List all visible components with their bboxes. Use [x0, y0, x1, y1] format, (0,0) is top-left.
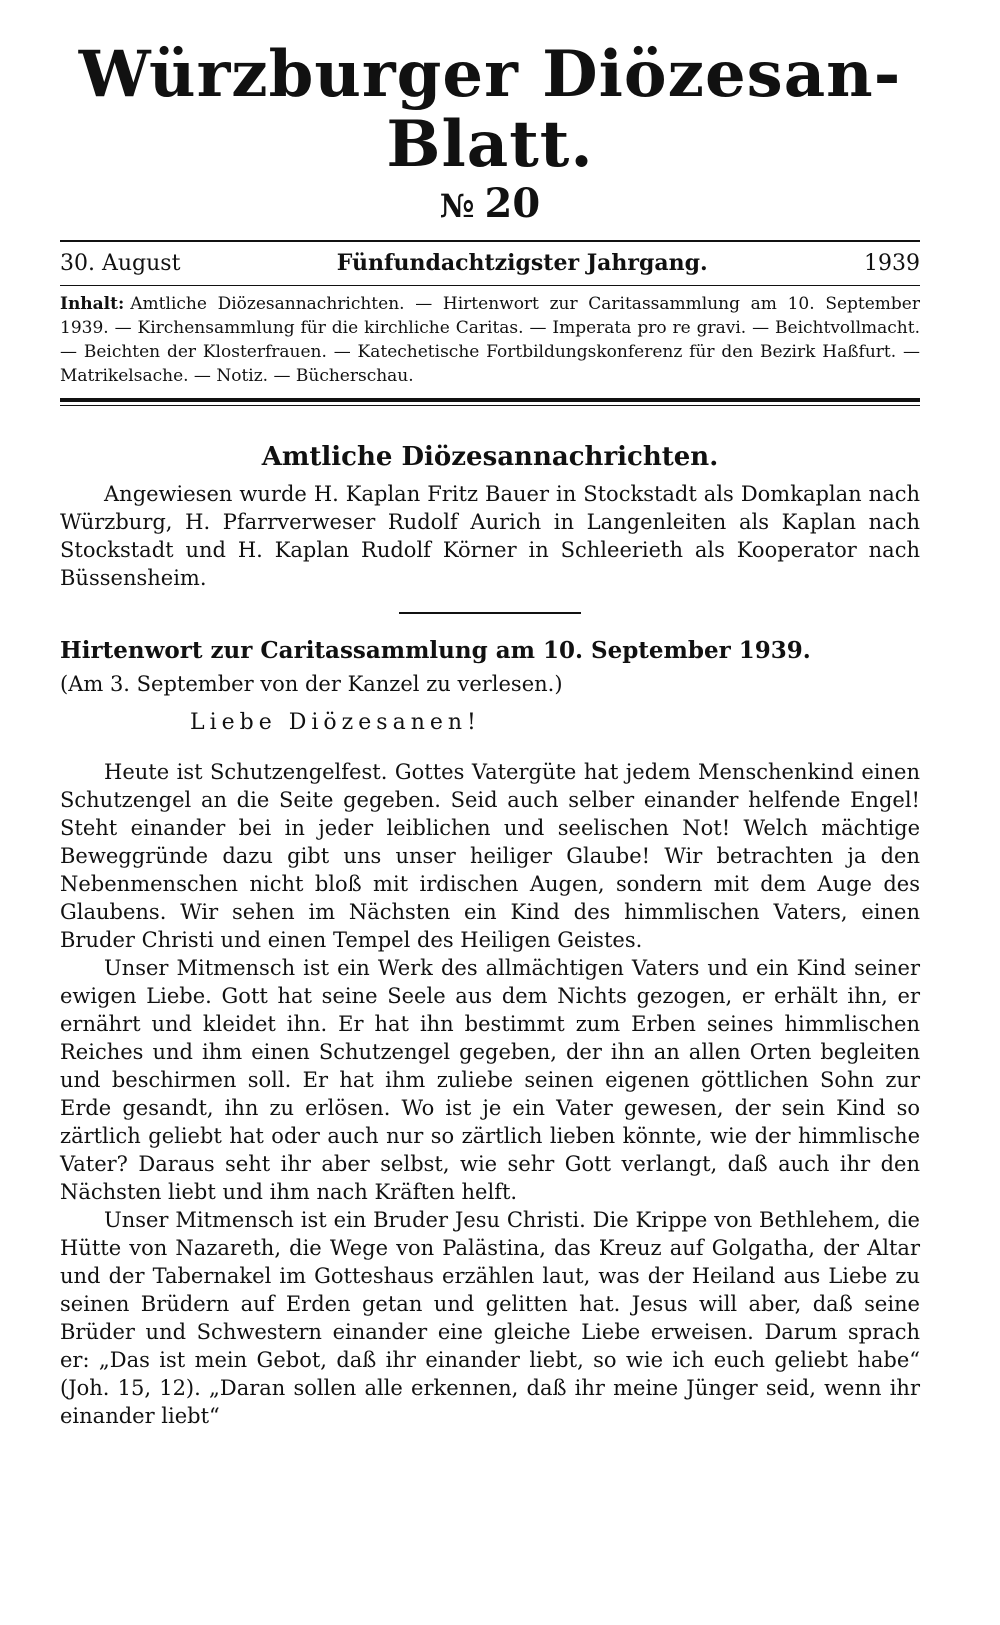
issue-symbol: № [439, 187, 475, 225]
table-of-contents [60, 286, 920, 396]
body-paragraph: Unser Mitmensch ist ein Werk des allmächtigen Vaters und ein Kind seiner ewigen Liebe. Gott hat seine Seele aus dem Nichts gezogen, er erhält ihn, er ernährt und kleidet ihn. Er hat ihn bestimmt zum Erben seines himmlischen Reiches und ihm einen Schutzengel gegeben, der ihn an allen Orten begleiten und beschirmen soll. Er hat ihm zuliebe seinen eigenen göttlichen Sohn zur Erde gesandt, ihn zu erlösen. Wo ist je ein Vater gewesen, der sein Kind so zärtlich geliebt hat oder auch nur so zärtlich lieben könnte, wie der himmlische Vater? Daraus seht ihr aber selbst, wie sehr Gott verlangt, daß auch ihr den Nächsten liebt und ihm nach Kräften helft. [60, 956, 920, 1204]
body-paragraph: Heute ist Schutzengelfest. Gottes Vatergüte hat jedem Menschenkind einen Schutzengel an die Seite gegeben. Seid auch selber einander helfende Engel! Steht einander bei in jeder leiblichen und seelischen Not! Welch mächtige Beweggründe dazu gibt uns unser heiliger Glaube! Wir betrachten ja den Nebenmenschen nicht bloß mit irdischen Augen, sondern mit dem Auge des Glaubens. Wir sehen im Nächsten ein Kind des himmlischen Vaters, einen Bruder Christi und einen Tempel des Heiligen Geistes. [60, 760, 920, 952]
body-paragraph: Unser Mitmensch ist ein Bruder Jesu Christi. Die Krippe von Bethlehem, die Hütte von Nazareth, die Wege von Palästina, das Kreuz auf Golgatha, der Altar und der Tabernakel im Gotteshaus erzählen laut, was der Heiland aus Liebe zu seinen Brüdern auf Erden getan und gelitten hat. Jesus will aber, daß seine Brüder und Schwestern einander eine gleiche Liebe erweisen. Darum sprach er: „Das ist mein Gebot, daß ihr einander liebt, so wie ich euch geliebt habe“ (Joh. 15, 12). „Daran sollen alle erkennen, daß ihr meine Jünger seid, wenn ihr einander liebt“ [60, 1208, 920, 1428]
section-divider [399, 612, 581, 614]
issue-number-line [60, 182, 920, 228]
issue-date: 30. August [60, 251, 181, 276]
pastoral-letter-body [60, 758, 920, 1430]
rule-thick [60, 398, 920, 402]
dateline [60, 240, 920, 279]
section-title-official-news: Amtliche Diözesannachrichten. [261, 442, 719, 472]
contents-text: Amtliche Diözesannachrichten. — Hirtenwort zur Caritassammlung am 10. September 1939. — Kirchensammlung für die kirchliche Caritas. — Imperata pro re gravi. — Beichtvollmacht. — Beichten der Klosterfrauen. — Katechetische Fortbildungskonferenz für den Bezirk Haßfurt. — Matrikelsache. — Notiz. — Bücherschau. [60, 294, 920, 386]
salutation: Liebe Diözesanen! [190, 710, 481, 735]
pastoral-letter-note: (Am 3. September von der Kanzel zu verlesen.) [60, 672, 563, 696]
rule-thin [60, 405, 920, 406]
volume-title: Fünfundachtzigster Jahrgang. [336, 250, 708, 276]
masthead-title: Würzburger Diözesan-Blatt. [78, 37, 902, 182]
issue-number: 20 [484, 180, 541, 227]
official-news-paragraph: Angewiesen wurde H. Kaplan Fritz Bauer in Stockstadt als Domkaplan nach Würzburg, H. Pfarrverweser Rudolf Aurich in Langenleiten als Kaplan nach Stockstadt und H. Kaplan Rudolf Körner in Schleerieth als Kooperator nach Büssensheim. [60, 482, 920, 590]
contents-label: Inhalt: [60, 294, 125, 314]
document-page [60, 37, 920, 1430]
section-title-pastoral-letter: Hirtenwort zur Caritassammlung am 10. September 1939. [60, 637, 811, 664]
issue-year: 1939 [864, 251, 920, 276]
